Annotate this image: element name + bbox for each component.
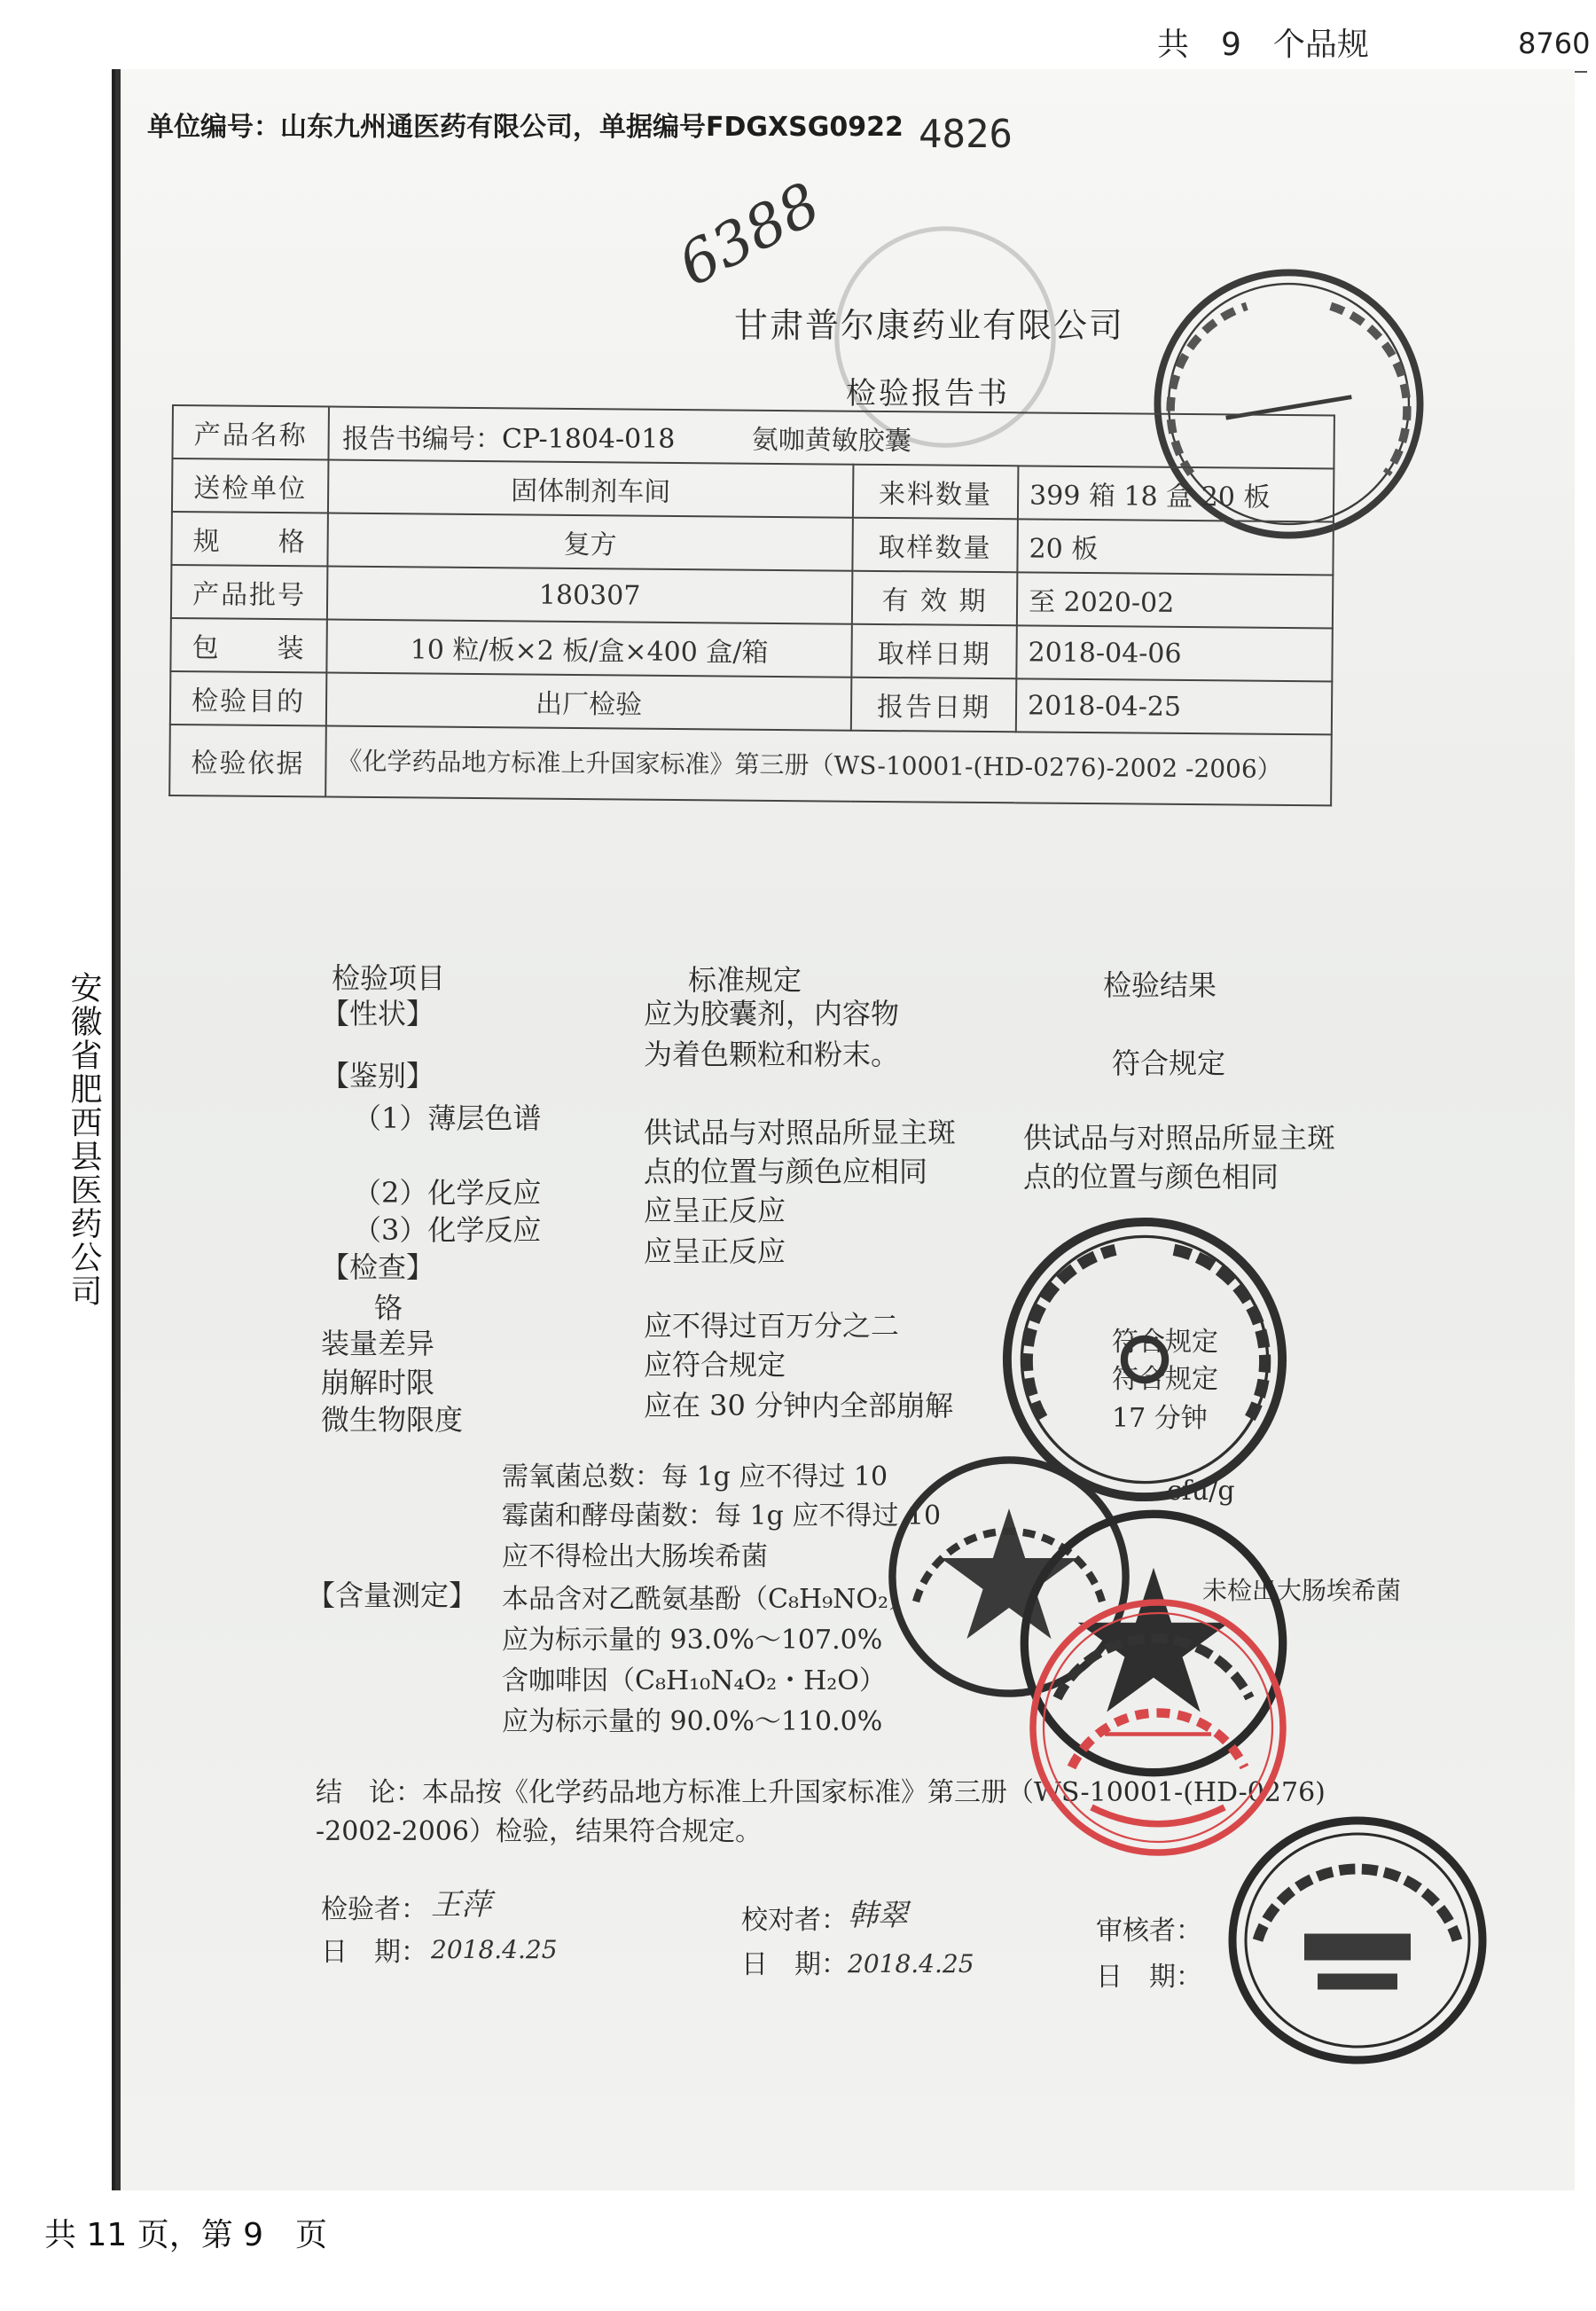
ge-std: 应不得过百万分之二 bbox=[644, 1309, 900, 1343]
ge-result: 符合规定 bbox=[1112, 1327, 1218, 1358]
bengjie-result: 17 分钟 bbox=[1112, 1403, 1208, 1434]
basis-value: 《化学药品地方标准上升国家标准》第三册（WS-10001-(HD-0276)-2002 -2006） bbox=[325, 726, 1332, 806]
inspector-date-label: 日 期： bbox=[321, 1937, 427, 1968]
col-standard-header: 标准规定 bbox=[688, 963, 802, 997]
table-row bbox=[172, 458, 1334, 521]
chem2-label: （2）化学反应 bbox=[353, 1176, 542, 1210]
sender-value: 固体制剂车间 bbox=[328, 460, 854, 518]
expiry-label: 有 效 期 bbox=[852, 571, 1018, 626]
expiry-value: 至 2020-02 bbox=[1017, 572, 1334, 628]
sample-qty-label: 取样数量 bbox=[852, 518, 1018, 573]
scanned-report bbox=[115, 69, 1575, 2190]
col-item-header: 检验项目 bbox=[332, 961, 446, 995]
unit-doc-label: 单位编号：山东九州通医药有限公司，单据编号FDGXSG0922 bbox=[147, 112, 904, 143]
reviewer-date-label: 日 期： bbox=[1096, 1962, 1202, 1993]
inspector-signature: 王萍 bbox=[431, 1887, 491, 1923]
bengjie-label: 崩解时限 bbox=[321, 1366, 435, 1399]
checker-label: 校对者： bbox=[741, 1905, 848, 1936]
report-number: 报告书编号：CP-1804-018 bbox=[342, 424, 676, 455]
purpose-label: 检验目的 bbox=[170, 671, 327, 726]
checker-signature: 韩翠 bbox=[848, 1898, 908, 1933]
checker-date-label: 日 期： bbox=[741, 1949, 848, 1980]
xingzhuang-std-1: 应为胶囊剂，内容物 bbox=[644, 997, 900, 1030]
checker-date: 2018.4.25 bbox=[848, 1949, 974, 1978]
micro-std-1: 需氧菌总数：每 1g 应不得过 10 bbox=[502, 1461, 888, 1492]
micro-result: cfu/g bbox=[1167, 1476, 1235, 1507]
conclusion-line-2: -2002-2006）检验，结果符合规定。 bbox=[316, 1816, 762, 1847]
chem3-std: 应呈正反应 bbox=[644, 1234, 786, 1268]
qc-report-stamp bbox=[1220, 1807, 1495, 2073]
unit-doc-number: 4826 bbox=[919, 112, 1013, 157]
side-company-label: 安徽省肥西县医药公司 bbox=[66, 971, 102, 1308]
sample-qty-value: 20 板 bbox=[1017, 519, 1334, 575]
report-date-label: 报告日期 bbox=[851, 678, 1017, 732]
inspector-date: 2018.4.25 bbox=[431, 1935, 558, 1964]
table-row bbox=[171, 565, 1333, 628]
tlc-std-1: 供试品与对照品所显主斑 bbox=[644, 1116, 957, 1149]
chem3-label: （3）化学反应 bbox=[353, 1213, 542, 1247]
product-name-value: 氨咖黄敏胶囊 bbox=[328, 407, 1334, 469]
ge-label: 铬 bbox=[374, 1291, 403, 1325]
sample-date-label: 取样日期 bbox=[851, 624, 1017, 679]
hanliang-std-3: 含咖啡因（C₈H₁₀N₄O₂・H₂O） bbox=[502, 1665, 886, 1696]
zhuangliang-std: 应符合规定 bbox=[644, 1348, 786, 1382]
sample-date-value: 2018-04-06 bbox=[1016, 625, 1333, 681]
report-title: 检验报告书 bbox=[846, 376, 1010, 411]
zhuangliang-result: 符合规定 bbox=[1112, 1364, 1218, 1395]
table-row bbox=[169, 725, 1332, 805]
incoming-qty-value: 399 箱 18 盒 20 板 bbox=[1018, 466, 1334, 521]
tlc-label: （1）薄层色谱 bbox=[353, 1101, 542, 1135]
batch-value: 180307 bbox=[327, 567, 853, 624]
spec-value: 复方 bbox=[327, 513, 853, 571]
zhuangliang-label: 装量差异 bbox=[321, 1327, 435, 1360]
package-label: 包 装 bbox=[170, 618, 327, 673]
package-value: 10 粒/板×2 板/盒×400 盒/箱 bbox=[326, 620, 852, 678]
page-serial-number: 8760 bbox=[1518, 27, 1591, 60]
reviewer-label: 审核者： bbox=[1096, 1915, 1202, 1947]
tlc-result-1: 供试品与对照品所显主斑 bbox=[1023, 1121, 1336, 1155]
table-row bbox=[170, 618, 1332, 681]
chem2-std: 应呈正反应 bbox=[644, 1194, 786, 1227]
hanliang-std-2: 应为标示量的 93.0%～107.0% bbox=[502, 1625, 883, 1656]
xingzhuang-std-2: 为着色颗粒和粉末。 bbox=[644, 1038, 900, 1071]
table-row bbox=[170, 671, 1332, 734]
page-footer: 共 11 页，第 9 页 bbox=[44, 2217, 328, 2253]
hanliang-label: 【含量测定】 bbox=[307, 1579, 478, 1612]
inspector-label: 检验者： bbox=[321, 1894, 427, 1925]
incoming-qty-label: 来料数量 bbox=[853, 465, 1019, 520]
spec-label: 规 格 bbox=[171, 512, 328, 567]
jianbie-label: 【鉴别】 bbox=[321, 1059, 435, 1093]
report-date-value: 2018-04-25 bbox=[1016, 678, 1333, 734]
table-row bbox=[172, 405, 1334, 468]
batch-label: 产品批号 bbox=[171, 565, 328, 620]
tlc-std-2: 点的位置与颜色应相同 bbox=[644, 1155, 928, 1188]
scan-edge-line bbox=[112, 69, 115, 2190]
hanliang-std-1: 本品含对乙酰氨基酚（C₈H₉NO₂） bbox=[502, 1584, 916, 1615]
xingzhuang-result: 符合规定 bbox=[1112, 1046, 1226, 1080]
company-name: 甘肃普尔康药业有限公司 bbox=[734, 306, 1125, 345]
xingzhuang-label: 【性状】 bbox=[321, 997, 435, 1030]
hanliang-std-4: 应为标示量的 90.0%～110.0% bbox=[502, 1706, 883, 1737]
product-info-table bbox=[168, 404, 1335, 806]
handwritten-mark: 6388 bbox=[667, 169, 832, 300]
page-count-header: 共 9 个品规 bbox=[1157, 27, 1369, 63]
col-result-header: 检验结果 bbox=[1103, 968, 1217, 1002]
micro-std-3: 应不得检出大肠埃希菌 bbox=[502, 1541, 768, 1572]
tlc-result-2: 点的位置与颜色相同 bbox=[1023, 1160, 1279, 1194]
product-name-label: 产品名称 bbox=[172, 405, 329, 460]
purpose-value: 出厂检验 bbox=[326, 673, 852, 731]
jiancha-label: 【检查】 bbox=[321, 1250, 435, 1284]
conclusion-line-1: 结 论：本品按《化学药品地方标准上升国家标准》第三册（WS-10001-(HD-0276) bbox=[316, 1777, 1326, 1808]
micro-result-3: 未检出大肠埃希菌 bbox=[1202, 1576, 1402, 1605]
basis-label: 检验依据 bbox=[169, 725, 326, 797]
micro-label: 微生物限度 bbox=[321, 1403, 464, 1437]
micro-std-2: 霉菌和酵母菌数：每 1g 应不得过 10 bbox=[502, 1500, 942, 1532]
sender-label: 送检单位 bbox=[172, 458, 329, 513]
bengjie-std: 应在 30 分钟内全部崩解 bbox=[644, 1389, 954, 1422]
